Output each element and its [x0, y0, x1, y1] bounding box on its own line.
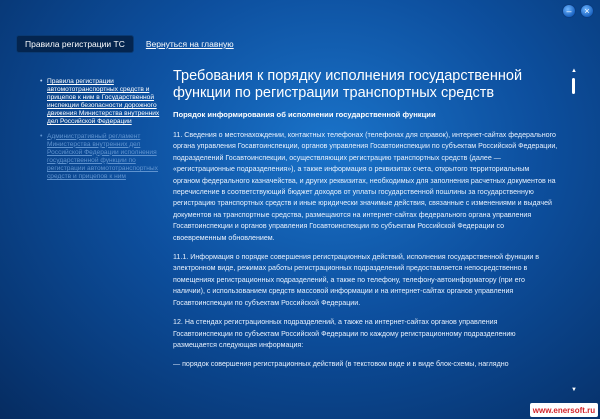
tab-registration-rules[interactable]: Правила регистрации ТС — [16, 35, 134, 53]
sidebar-item-label: Правила регистрации автомототранспортных средств и прицепов к ним в Государственной инспекции безопасности дорожного движения Министерства внутренних дел Российской Федерации — [47, 78, 160, 126]
sidebar-item-label: Административный регламент Министерства внутренних дел Российской Федерации исполнения государственной функции по регистрации автомототранспортных средств и прицепов к ним — [47, 132, 158, 181]
bullet-icon: • — [40, 132, 43, 140]
section-subtitle: Порядок информирования об исполнении государственной функции — [173, 110, 436, 119]
sidebar-item-administrative-regulation[interactable] — [40, 133, 160, 182]
main-content — [173, 68, 558, 398]
close-button[interactable] — [580, 4, 594, 18]
paragraph: 11.1. Информация о порядке совершения регистрационных действий, исполнения государственной функции в электронном виде, режимах работы регистрационных подразделений предоставляется непосредственно в помещениях регистрационных подразделений, а также по телефону, телефону-автоинформатору (при его наличии), с использованием средств массовой информации и на интернет-сайтах органов управления Госавтоинспекции по субъектам Российской Федерации. — [173, 253, 540, 307]
scroll-up-icon[interactable]: ▲ — [571, 68, 577, 74]
sidebar-item-registration-rules[interactable] — [40, 78, 160, 127]
minimize-icon: – — [566, 5, 572, 16]
scroll-down-icon[interactable]: ▼ — [571, 387, 577, 393]
close-icon: × — [584, 5, 590, 16]
back-to-main-link[interactable]: Вернуться на главную — [145, 39, 234, 49]
watermark-logo: www.enersoft.ru — [530, 403, 598, 417]
bullet-icon: • — [40, 78, 43, 85]
scrollbar[interactable] — [570, 68, 578, 393]
scroll-thumb[interactable] — [572, 78, 575, 94]
paragraph: — порядок совершения регистрационных действий (в текстовом виде и в виде блок-схемы, наглядно — [173, 360, 509, 369]
paragraph: 11. Сведения о местонахождении, контактных телефонах (телефонах для справок), интернет-сайтах федерального органа управления Госавтоинспекции, органов управления Госавтоинспекции по субъектам Российской Федерации, подразделений Госавтоинспекции, осуществляющих регистрацию транспортных средств (далее — «регистрационные подразделения»), а также информация о реквизитах счета, открытого территориальным органом федерального казначейства, и других реквизитах, необходимых для заполнения расчетных документов на перечисление в соответствующий бюджет доходов от уплаты государственной пошлины за государственную регистрацию транспортных средств и иные юридически значимые действия, связанные с изменениями и выдачей документов на транспортные средства, размещаются на интернет-сайтах федерального органа управления Госавтоинспекции и органов управления Госавтоинспекции по субъектам Российской Федерации со своевременным обновлением. — [173, 131, 558, 242]
page-title: Требования к порядку исполнения государственной функции по регистрации транспортных средств — [173, 68, 523, 101]
top-navigation — [16, 35, 234, 53]
minimize-button[interactable] — [562, 4, 576, 18]
paragraph: 12. На стендах регистрационных подразделений, а также на интернет-сайтах органов управления Госавтоинспекции по субъектам Российской Федерации по каждому регистрационному подразделению размещается следующая информация: — [173, 318, 516, 349]
window-controls — [562, 4, 594, 18]
sidebar — [40, 78, 160, 187]
